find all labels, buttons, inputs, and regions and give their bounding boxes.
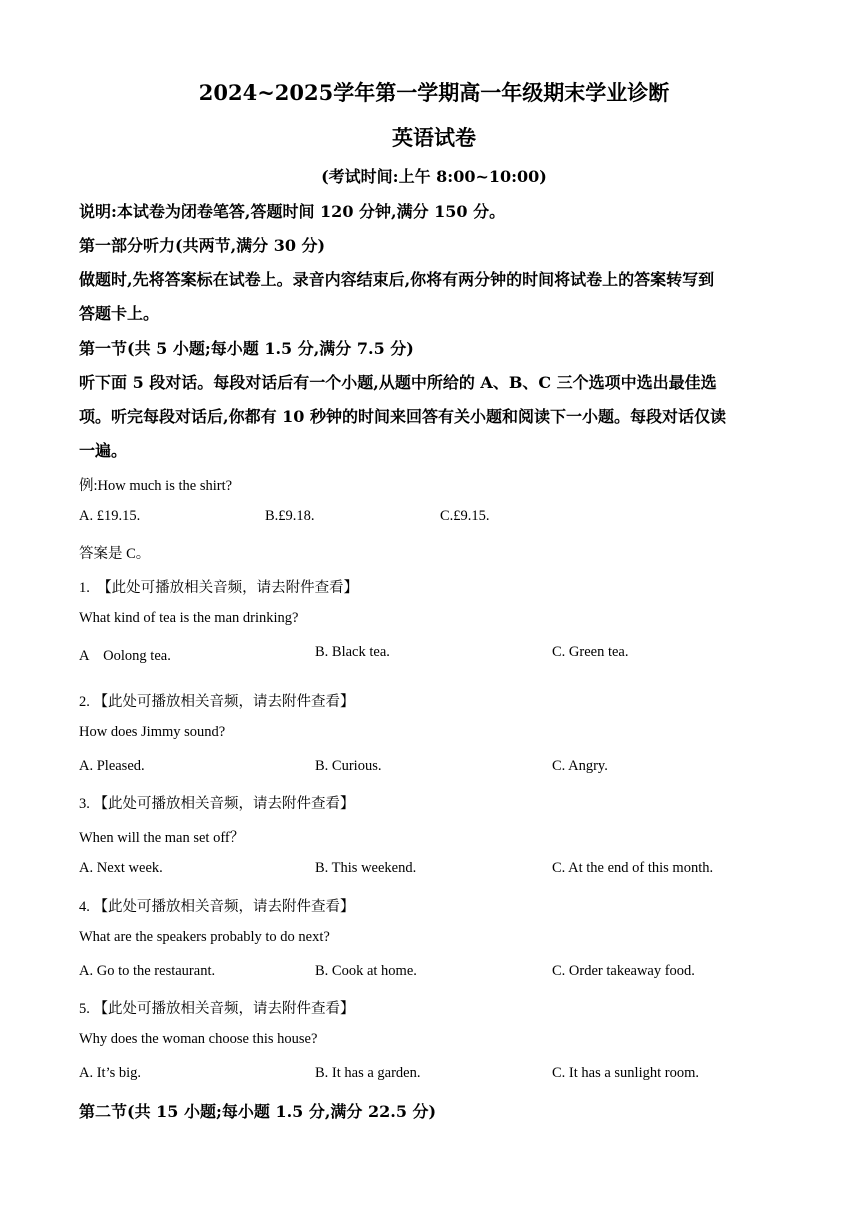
question-5-option-a: A. It’s big. — [79, 1065, 142, 1081]
section1-title: 第一节(共 5 小题;每小题 1.5 分,满分 7.5 分) — [79, 339, 414, 358]
question-4-audio: 4. 【此处可播放相关音频，请去附件查看】 — [79, 899, 355, 915]
question-3-audio: 3. 【此处可播放相关音频，请去附件查看】 — [79, 796, 355, 812]
example-option-c: C.£9.15. — [440, 508, 490, 524]
question-2-option-b: B. Curious. — [315, 758, 382, 774]
question-4-option-a: A. Go to the restaurant. — [79, 963, 216, 979]
question-5-option-b: B. It has a garden. — [315, 1065, 421, 1081]
part1-description-line2: 答题卡上。 — [79, 304, 160, 323]
question-2-audio: 2. 【此处可播放相关音频，请去附件查看】 — [79, 694, 355, 710]
exam-time: (考试时间:上午 8:00~10:00) — [321, 167, 547, 186]
question-1-option-c: C. Green tea. — [552, 644, 629, 660]
exam-subtitle: 英语试卷 — [392, 125, 476, 150]
question-1-option-b: B. Black tea. — [315, 644, 390, 660]
question-1-audio: 1. 【此处可播放相关音频，请去附件查看】 — [79, 580, 359, 596]
example-question: 例:How much is the shirt? — [79, 478, 233, 494]
section1-description-line3: 一遍。 — [79, 441, 128, 460]
question-2-option-a: A. Pleased. — [79, 758, 145, 774]
exam-note: 说明:本试卷为闭卷笔答,答题时间 120 分钟,满分 150 分。 — [79, 202, 506, 221]
section1-description-line2: 项。听完每段对话后,你都有 10 秒钟的时间来回答有关小题和阅读下一小题。每段对话仅读 — [79, 407, 726, 426]
example-option-a: A. £19.15. — [79, 508, 141, 524]
question-2-option-c: C. Angry. — [552, 758, 608, 774]
example-option-b: B.£9.18. — [265, 508, 315, 524]
question-4-text: What are the speakers probably to do next? — [79, 929, 330, 945]
question-3-option-a: A. Next week. — [79, 860, 163, 876]
part1-description-line1: 做题时,先将答案标在试卷上。录音内容结束后,你将有两分钟的时间将试卷上的答案转写到 — [79, 270, 715, 289]
question-1-option-a: A Oolong tea. — [79, 648, 171, 664]
question-2-text: How does Jimmy sound? — [79, 724, 226, 740]
part1-title: 第一部分听力(共两节,满分 30 分) — [79, 236, 326, 255]
question-4-option-c: C. Order takeaway food. — [552, 963, 695, 979]
section2-title: 第二节(共 15 小题;每小题 1.5 分,满分 22.5 分) — [79, 1102, 437, 1121]
question-5-option-c: C. It has a sunlight room. — [552, 1065, 700, 1081]
question-3-option-c: C. At the end of this month. — [552, 860, 714, 876]
question-5-text: Why does the woman choose this house? — [79, 1031, 318, 1047]
section1-description-line1: 听下面 5 段对话。每段对话后有一个小题,从题中所给的 A、B、C 三个选项中选出最佳选 — [79, 373, 717, 392]
question-5-audio: 5. 【此处可播放相关音频，请去附件查看】 — [79, 1001, 355, 1017]
exam-title: 2024~2025学年第一学期高一年级期末学业诊断 — [198, 80, 670, 105]
question-4-option-b: B. Cook at home. — [315, 963, 417, 979]
example-answer: 答案是 C。 — [79, 546, 151, 562]
question-3-option-b: B. This weekend. — [315, 860, 417, 876]
question-3-text: When will the man set off？ — [79, 830, 245, 846]
question-1-text: What kind of tea is the man drinking? — [79, 610, 299, 626]
